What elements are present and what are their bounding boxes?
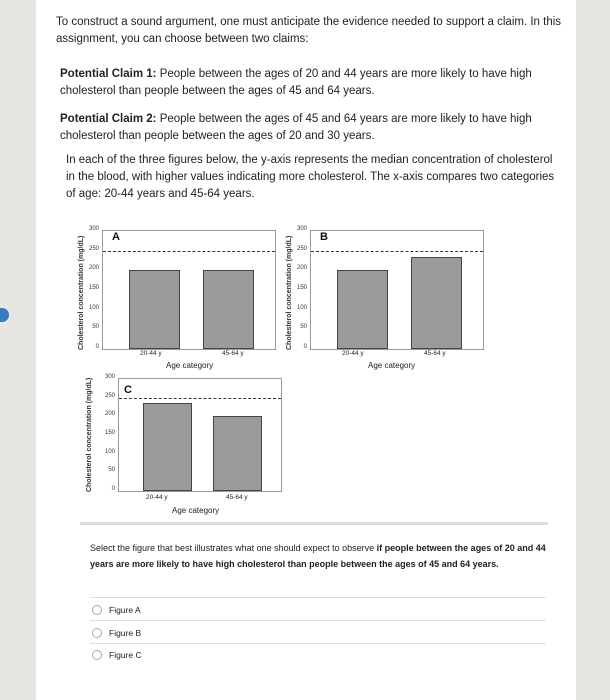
option-figure-a[interactable] — [92, 602, 141, 618]
figure-a-xtick-45-64: 45-64 y — [222, 350, 244, 357]
figure-c — [80, 372, 280, 522]
radio-figure-b[interactable] — [92, 628, 102, 638]
figure-b-letter: B — [320, 231, 328, 243]
figure-a-bar-45-64 — [203, 270, 255, 349]
option-figure-c-label: Figure C — [109, 650, 142, 660]
figure-a-reference-line — [103, 251, 275, 252]
option-divider — [90, 597, 546, 598]
question-bold: if people between the ages of 20 and 44 years are more likely to have high cholesterol than people between the ages of 45 and 64 years. — [90, 543, 546, 569]
side-tab-indicator[interactable] — [0, 308, 9, 322]
option-figure-b-label: Figure B — [109, 628, 142, 638]
y-tick-label: 50 — [300, 324, 307, 331]
y-tick-label: 250 — [104, 392, 115, 399]
figure-a-plot — [102, 230, 276, 350]
figure-b-reference-line — [311, 251, 483, 252]
figure-a-ylabel: Cholesterol concentration (mg/dL) — [78, 235, 85, 350]
claim-1-label: Potential Claim 1: — [60, 68, 157, 80]
option-figure-b[interactable] — [92, 625, 141, 641]
y-tick-label: 250 — [296, 245, 307, 252]
figure-a-xtick-20-44: 20-44 y — [140, 350, 162, 357]
y-tick-label: 0 — [95, 344, 99, 350]
y-tick-label: 300 — [104, 374, 115, 380]
question-divider — [80, 522, 548, 525]
figure-c-letter: C — [124, 384, 132, 396]
figure-b-plot — [310, 230, 484, 350]
option-divider — [90, 620, 546, 621]
y-tick-label: 0 — [303, 344, 307, 350]
intro-text: To construct a sound argument, one must anticipate the evidence needed to support a claim. In this assignment, you can choose between two claims: — [56, 16, 562, 45]
figure-a — [74, 222, 274, 378]
figure-a-letter: A — [112, 231, 120, 243]
radio-figure-a[interactable] — [92, 605, 102, 615]
y-tick-label: 300 — [88, 226, 99, 232]
claim-1 — [60, 66, 550, 100]
radio-figure-c[interactable] — [92, 650, 102, 660]
figure-b-bar-20-44 — [337, 270, 389, 349]
figure-c-xtick-45-64: 45-64 y — [226, 494, 248, 501]
option-figure-a-label: Figure A — [109, 605, 141, 615]
y-tick-label: 100 — [296, 304, 307, 311]
claim-2 — [60, 111, 550, 145]
figure-a-bar-20-44 — [129, 270, 181, 349]
y-tick-label: 150 — [88, 285, 99, 291]
claim-2-label: Potential Claim 2: — [60, 113, 157, 125]
figure-c-bar-20-44 — [143, 403, 192, 491]
y-tick-label: 150 — [296, 285, 307, 291]
y-tick-label: 150 — [104, 430, 115, 436]
figure-a-xlabel: Age category — [166, 361, 214, 370]
figure-c-xtick-20-44: 20-44 y — [146, 494, 168, 501]
y-tick-label: 300 — [296, 226, 307, 232]
option-figure-c[interactable] — [92, 647, 142, 663]
figure-b-xtick-45-64: 45-64 y — [424, 350, 446, 357]
claim-1-text: People between the ages of 20 and 44 years are more likely to have high cholesterol than people between the ages of 45 and 64 years. — [60, 68, 532, 97]
y-tick-label: 250 — [88, 245, 99, 252]
y-tick-label: 100 — [104, 448, 115, 455]
y-tick-label: 200 — [104, 411, 115, 418]
figure-c-ylabel: Cholesterol concentration (mg/dL) — [86, 377, 93, 492]
claim-2-text: People between the ages of 45 and 64 years are more likely to have high cholesterol than people between the ages of 20 and 30 years. — [60, 113, 532, 142]
y-tick-label: 0 — [111, 486, 115, 492]
figure-c-bar-45-64 — [213, 416, 262, 491]
y-tick-label: 50 — [92, 324, 99, 331]
y-tick-label: 50 — [108, 467, 115, 474]
figure-description: In each of the three figures below, the y-axis represents the median concentration of cholesterol in the blood, with higher values indicating more cholesterol. The x-axis compares two categories of age: 20-44 years and 45-64 years. — [66, 154, 555, 200]
y-tick-label: 200 — [296, 265, 307, 272]
question-text — [90, 540, 550, 572]
option-divider — [90, 643, 546, 644]
y-tick-label: 200 — [88, 265, 99, 272]
figure-b — [282, 222, 482, 378]
figure-b-xtick-20-44: 20-44 y — [342, 350, 364, 357]
figure-b-ylabel: Cholesterol concentration (mg/dL) — [286, 235, 293, 350]
figure-c-plot — [118, 378, 282, 492]
question-prefix: Select the figure that best illustrates what one should expect to observe — [90, 543, 377, 553]
figure-b-xlabel: Age category — [368, 361, 416, 370]
figure-b-bar-45-64 — [411, 257, 463, 349]
figure-c-xlabel: Age category — [172, 506, 220, 515]
y-tick-label: 100 — [88, 304, 99, 311]
figure-c-reference-line — [119, 398, 281, 399]
